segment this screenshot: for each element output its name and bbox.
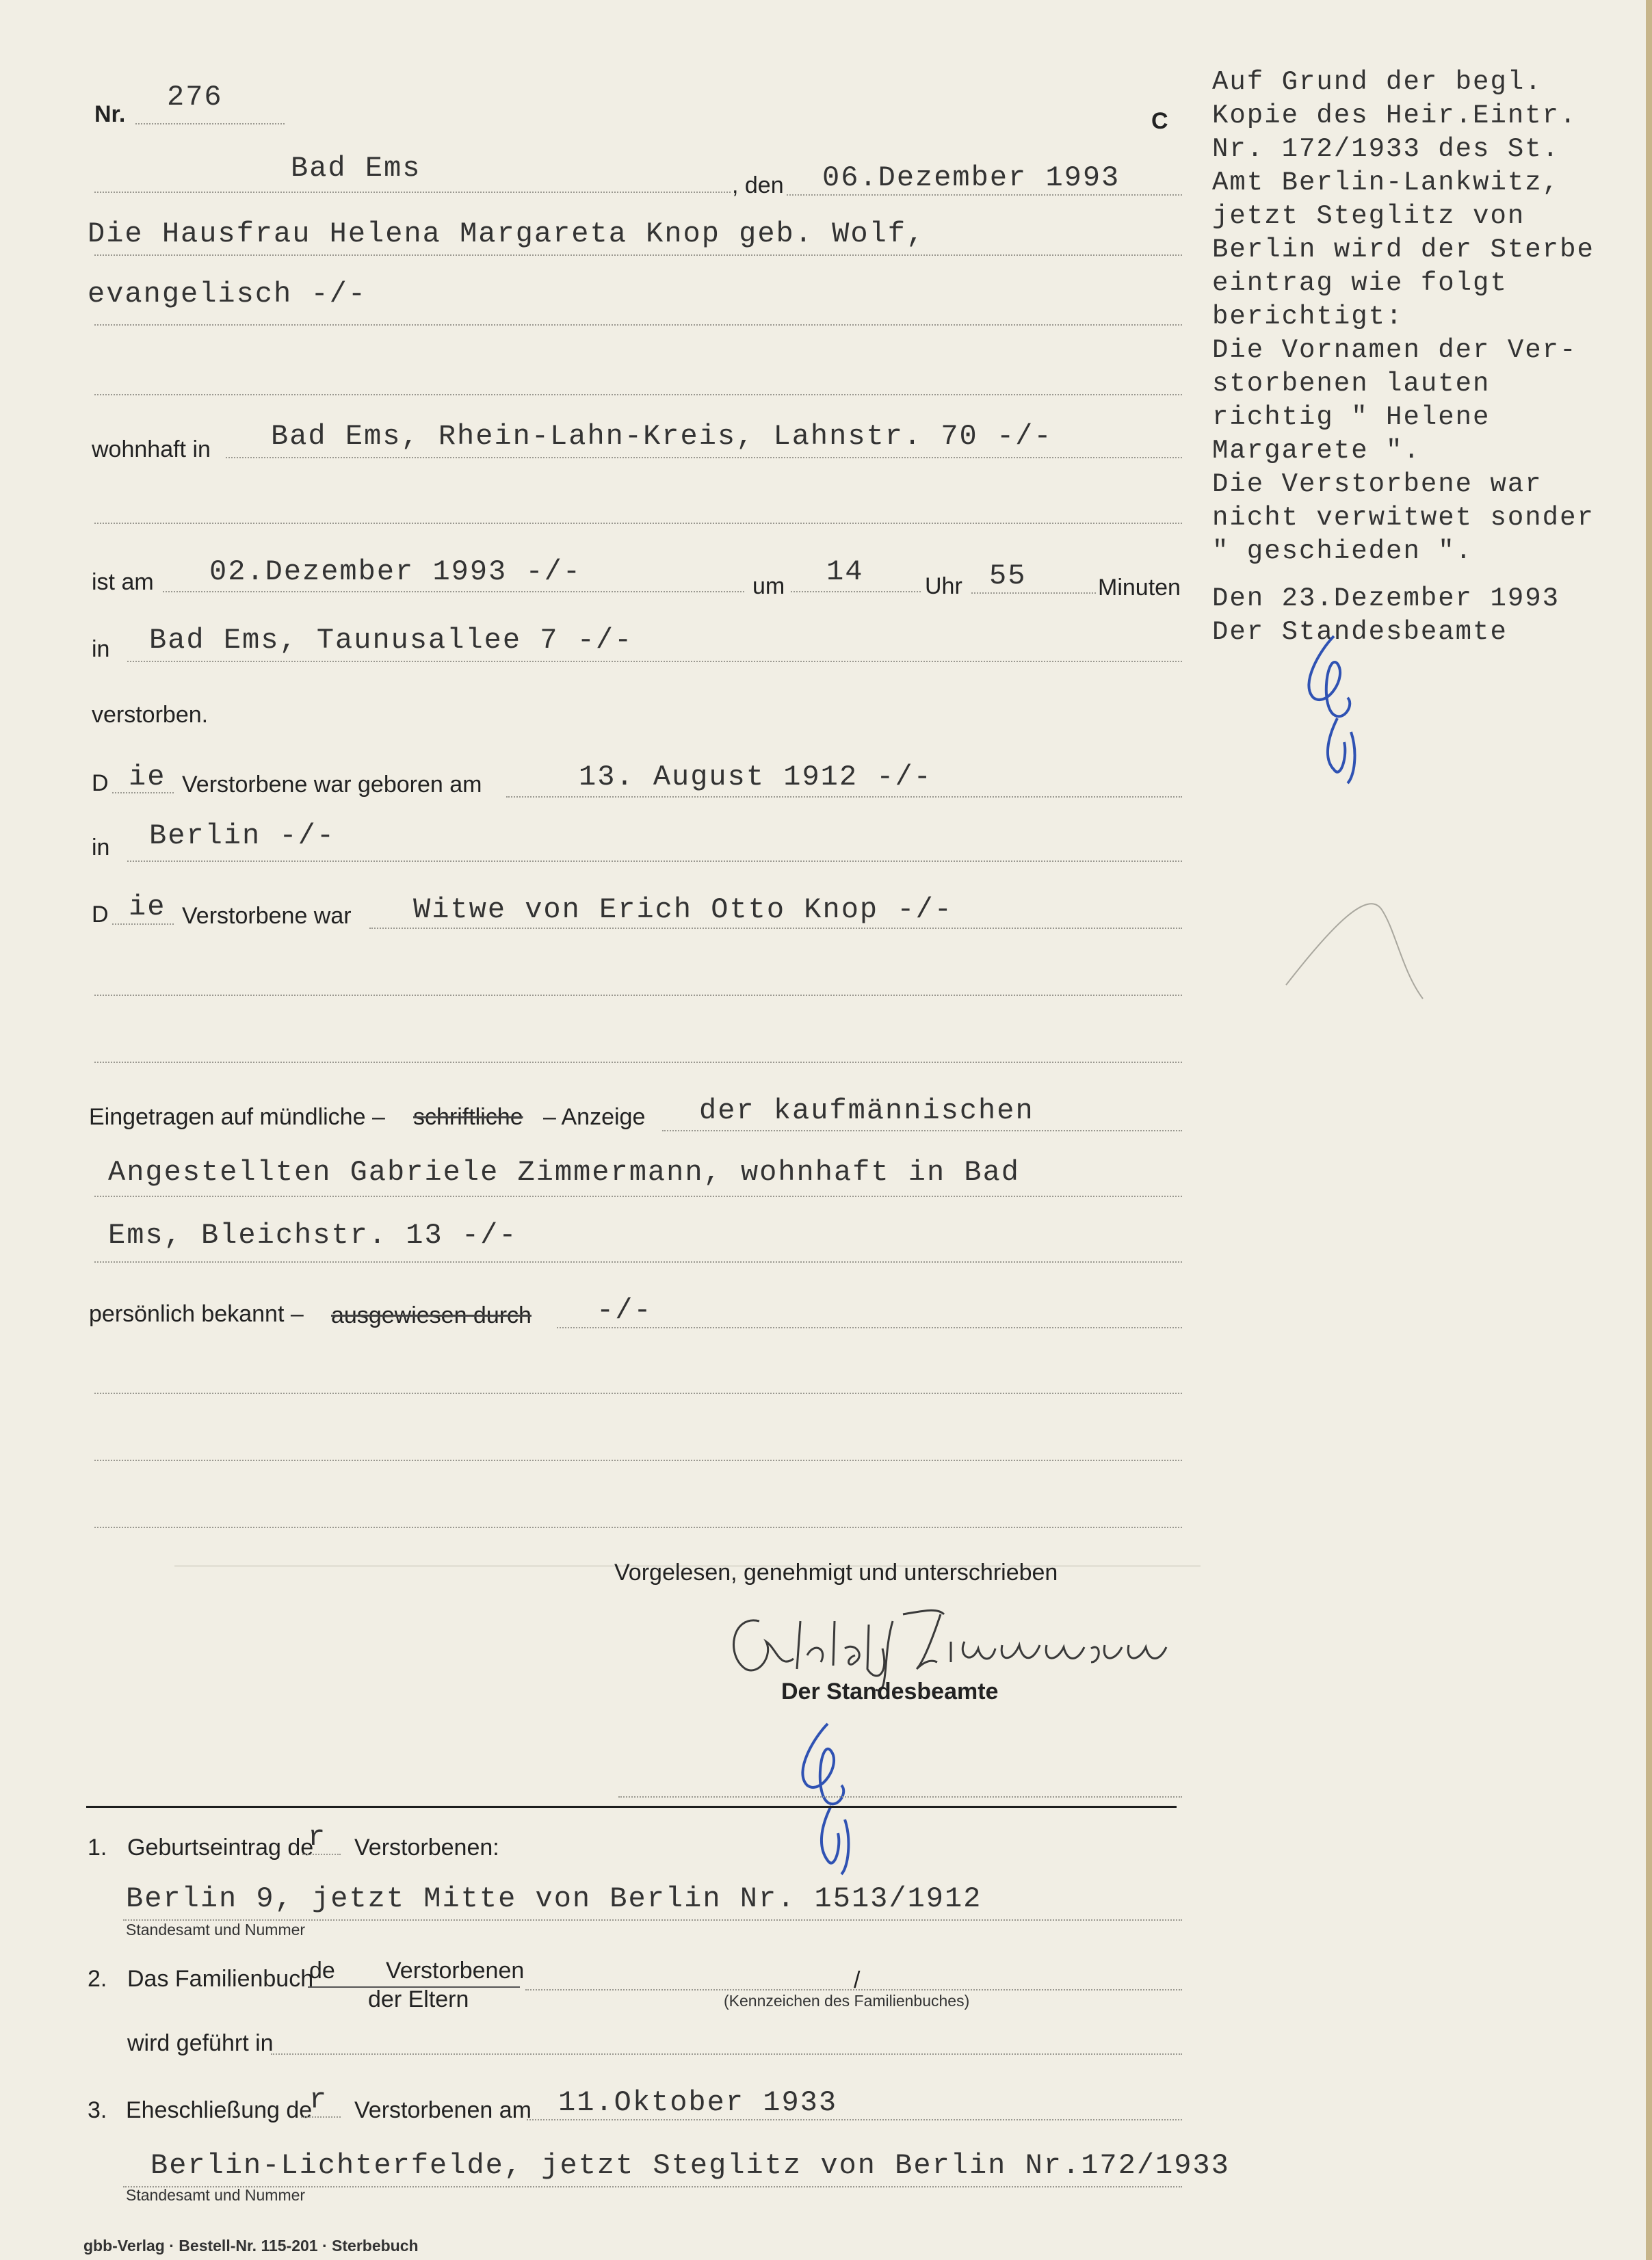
informant-rule-2 bbox=[94, 1196, 1182, 1197]
hour-rule bbox=[791, 591, 921, 592]
margin-line: eintrag wie folgt bbox=[1212, 268, 1508, 298]
blank-rule-1 bbox=[94, 394, 1182, 395]
informant-line-3: Ems, Bleichstr. 13 -/- bbox=[108, 1219, 518, 1252]
in-label-death: in bbox=[92, 636, 110, 662]
margin-line: " geschieden ". bbox=[1212, 536, 1473, 566]
birth-place-value: Berlin -/- bbox=[149, 819, 336, 852]
ist-am-label: ist am bbox=[92, 569, 154, 595]
ie-fill-war: ie bbox=[129, 891, 166, 923]
margin-date-line: Den 23.Dezember 1993 bbox=[1212, 583, 1560, 614]
minutes-rule bbox=[971, 592, 1096, 594]
person-line-1-rule bbox=[94, 254, 1182, 256]
official-signature-rule bbox=[618, 1796, 1182, 1798]
death-date-rule bbox=[163, 591, 744, 592]
birth-date-value: 13. August 1912 -/- bbox=[579, 761, 932, 793]
item1-value: Berlin 9, jetzt Mitte von Berlin Nr. 1513/1912 bbox=[126, 1882, 982, 1915]
birth-place-rule bbox=[127, 860, 1182, 862]
verstorben-label: verstorben. bbox=[92, 702, 209, 728]
margin-signature bbox=[1286, 629, 1382, 793]
informant-rule-1 bbox=[662, 1130, 1182, 1131]
margin-line: Kopie des Heir.Eintr. bbox=[1212, 101, 1577, 131]
den-label: , den bbox=[732, 172, 784, 198]
d-label-war: D bbox=[92, 902, 109, 928]
informant-rule-3 bbox=[94, 1261, 1182, 1263]
item1-fill: r bbox=[308, 1821, 327, 1854]
date-value: 06.Dezember 1993 bbox=[822, 161, 1120, 194]
war-label: Verstorbene war bbox=[182, 903, 352, 929]
official-signature bbox=[780, 1710, 882, 1888]
person-line-1: Die Hausfrau Helena Margareta Knop geb. Wolf, bbox=[88, 218, 926, 250]
margin-line: Die Verstorbene war bbox=[1212, 469, 1543, 499]
vorgelesen-label: Vorgelesen, genehmigt und unterschrieben bbox=[614, 1560, 1058, 1586]
marital-value: Witwe von Erich Otto Knop -/- bbox=[413, 893, 953, 926]
item2-slash: / bbox=[854, 1967, 861, 1993]
ie-rule-war bbox=[112, 923, 174, 925]
nr-label: Nr. bbox=[94, 101, 126, 127]
ie-fill-birth: ie bbox=[129, 761, 166, 793]
margin-line: storbenen lauten bbox=[1212, 369, 1491, 399]
hour-value: 14 bbox=[826, 555, 864, 588]
item2-number: 2. bbox=[88, 1966, 107, 1992]
margin-line: Amt Berlin-Lankwitz, bbox=[1212, 168, 1560, 198]
margin-correction-note bbox=[1212, 66, 1650, 649]
bekannt-rule bbox=[557, 1327, 1182, 1328]
in-label-birth: in bbox=[92, 835, 110, 860]
address-rule bbox=[226, 457, 1182, 458]
person-line-2-rule bbox=[94, 324, 1182, 326]
death-place-rule bbox=[127, 661, 1182, 662]
geboren-label: Verstorbene war geboren am bbox=[182, 772, 482, 798]
margin-line: Auf Grund der begl. bbox=[1212, 67, 1543, 97]
margin-official: Der Standesbeamte bbox=[1212, 617, 1508, 647]
standesbeamte-label: Der Standesbeamte bbox=[781, 1679, 999, 1705]
item3-value: Berlin-Lichterfelde, jetzt Steglitz von Berlin Nr.172/1933 bbox=[150, 2149, 1230, 2182]
publisher-imprint: gbb-Verlag · Bestell-Nr. 115-201 · Sterbebuch bbox=[83, 2237, 419, 2255]
item2-eltern: der Eltern bbox=[368, 1986, 469, 2012]
eingetragen-label: Eingetragen auf mündliche – bbox=[89, 1104, 385, 1130]
bekannt-fill: -/- bbox=[596, 1294, 653, 1327]
item1-fill-rule bbox=[302, 1854, 341, 1855]
minutes-value: 55 bbox=[989, 560, 1027, 592]
informant-line-1: der kaufmännischen bbox=[699, 1094, 1034, 1127]
margin-line: Margarete ". bbox=[1212, 436, 1421, 466]
address-value: Bad Ems, Rhein-Lahn-Kreis, Lahnstr. 70 -/- bbox=[271, 420, 1053, 453]
nr-value: 276 bbox=[167, 81, 223, 114]
margin-line: Nr. 172/1933 des St. bbox=[1212, 134, 1560, 164]
nr-line bbox=[135, 123, 285, 124]
item1-number: 1. bbox=[88, 1835, 107, 1861]
struck-schriftliche: schriftliche bbox=[413, 1104, 523, 1130]
birth-date-rule bbox=[506, 796, 1182, 798]
c-mark: C bbox=[1151, 108, 1168, 134]
item2-gefuehrt-label: wird geführt in bbox=[127, 2030, 274, 2056]
ausgewiesen-label: ausgewiesen durch bbox=[331, 1302, 532, 1328]
item3-label-a: Eheschließung de bbox=[126, 2097, 313, 2123]
item2-de: de bbox=[309, 1958, 335, 1984]
bekannt-label: persönlich bekannt – bbox=[89, 1301, 304, 1327]
item3-fill: r bbox=[309, 2084, 328, 2116]
item2-verstorbenen: Verstorbenen bbox=[386, 1958, 525, 1984]
margin-line: Die Vornamen der Ver- bbox=[1212, 335, 1577, 365]
item2-gefuehrt-rule bbox=[271, 2053, 1182, 2055]
anzeige-label: – Anzeige bbox=[543, 1104, 646, 1130]
death-date-value: 02.Dezember 1993 -/- bbox=[209, 555, 582, 588]
margin-line: richtig " Helene bbox=[1212, 402, 1491, 432]
blank-rule-4 bbox=[94, 1062, 1182, 1063]
section-separator bbox=[86, 1806, 1177, 1808]
marital-rule bbox=[369, 928, 1182, 929]
item3-number: 3. bbox=[88, 2097, 107, 2123]
uhr-label: Uhr bbox=[925, 573, 962, 599]
kennzeichen-label: (Kennzeichen des Familienbuches) bbox=[724, 1992, 970, 2010]
death-place-value: Bad Ems, Taunusallee 7 -/- bbox=[149, 624, 633, 657]
blank-rule-2 bbox=[94, 523, 1182, 524]
place-value: Bad Ems bbox=[291, 152, 421, 185]
margin-line: jetzt Steglitz von bbox=[1212, 201, 1525, 231]
wohnhaft-label: wohnhaft in bbox=[92, 436, 211, 462]
item3-fill-rule bbox=[301, 2116, 341, 2118]
item2-label: Das Familienbuch bbox=[127, 1966, 314, 1992]
item3-standesamt-label: Standesamt und Nummer bbox=[126, 2186, 306, 2204]
item3-date: 11.Oktober 1933 bbox=[558, 2086, 838, 2119]
item1-label-a: Geburtseintrag de bbox=[127, 1835, 314, 1861]
margin-line: nicht verwitwet sonder bbox=[1212, 503, 1595, 533]
item1-label-b: Verstorbenen: bbox=[354, 1835, 499, 1861]
d-label-birth: D bbox=[92, 770, 109, 796]
blank-rule-7 bbox=[94, 1527, 1182, 1528]
blank-rule-3 bbox=[94, 995, 1182, 996]
ie-rule-birth bbox=[112, 792, 174, 793]
margin-line: Berlin wird der Sterbe bbox=[1212, 235, 1595, 265]
item1-standesamt-label: Standesamt und Nummer bbox=[126, 1921, 306, 1939]
informant-line-2: Angestellten Gabriele Zimmermann, wohnhaft in Bad bbox=[108, 1156, 1021, 1189]
item3-date-rule bbox=[527, 2119, 1182, 2120]
place-line bbox=[94, 192, 731, 193]
um-label: um bbox=[752, 573, 785, 599]
blank-rule-5 bbox=[94, 1393, 1182, 1394]
blank-rule-6 bbox=[94, 1460, 1182, 1461]
date-line bbox=[787, 194, 1182, 196]
person-line-2: evangelisch -/- bbox=[88, 278, 367, 311]
margin-line: berichtigt: bbox=[1212, 302, 1404, 332]
item3-label-b: Verstorbenen am bbox=[354, 2097, 532, 2123]
minuten-label: Minuten bbox=[1098, 575, 1181, 601]
